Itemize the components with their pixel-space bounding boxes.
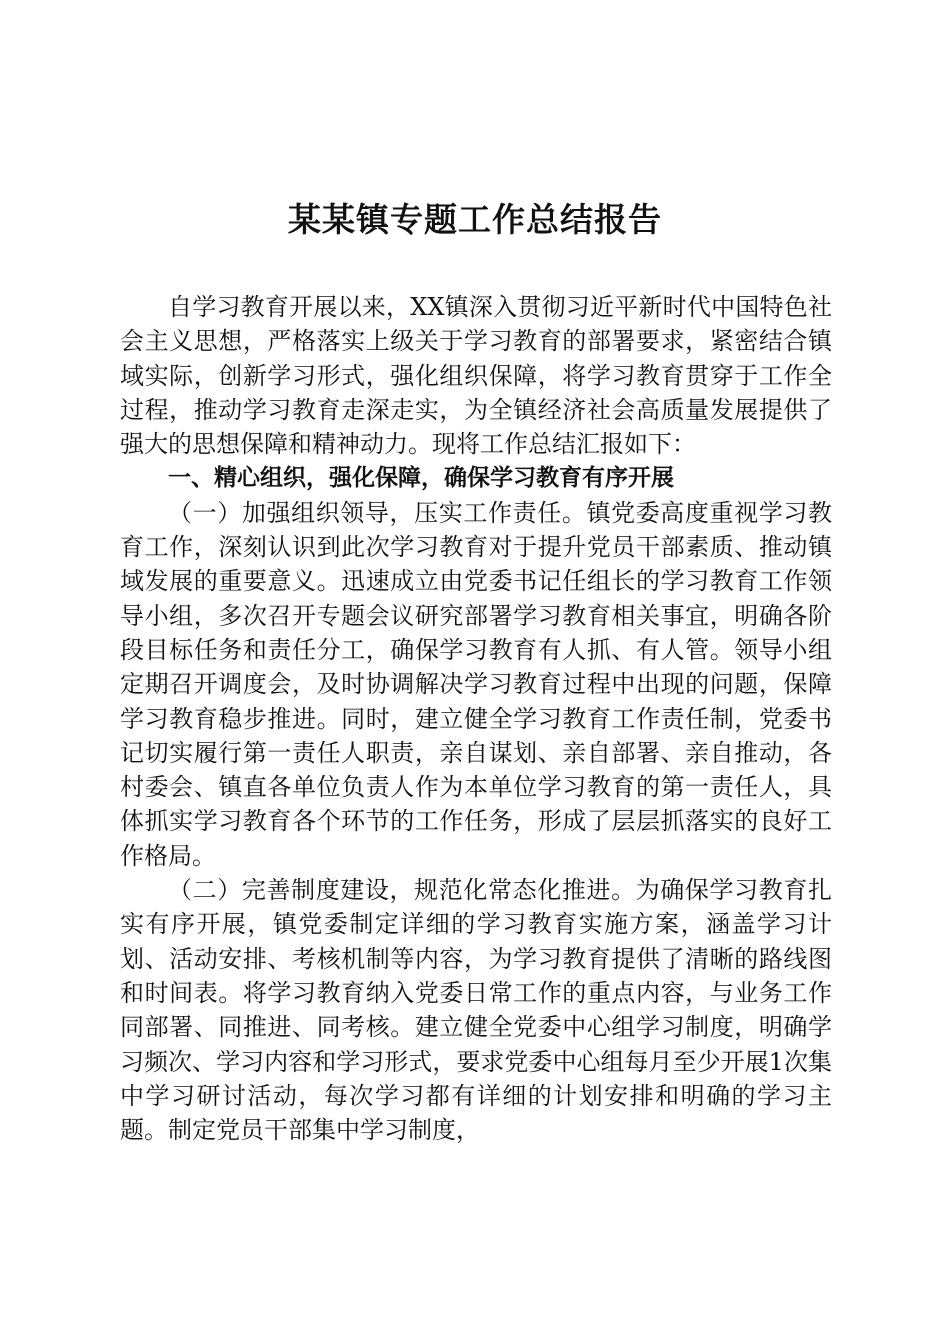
document-body xyxy=(120,290,832,1147)
section-1-heading: 一、精心组织，强化保障，确保学习教育有序开展 xyxy=(168,465,674,492)
section-1-paragraph-1: （一）加强组织领导，压实工作责任。镇党委高度重视学习教育工作，深刻认识到此次学习教育对于提升党员干部素质、推动镇域发展的重要意义。迅速成立由党委书记任组长的学习教育工作领导小组，多次召开专题会议研究部署学习教育相关事宜，明确各阶段目标任务和责任分工，确保学习教育有人抓、有人管。领导小组定期召开调度会，及时协调解决学习教育过程中出现的问题，保障学习教育稳步推进。同时，建立健全学习教育工作责任制，党委书记切实履行第一责任人职责，亲自谋划、亲自部署、亲自推动，各村委会、镇直各单位负责人作为本单位学习教育的第一责任人，具体抓实学习教育各个环节的工作任务，形成了层层抓落实的良好工作格局。 xyxy=(120,498,832,870)
document-title: 某某镇专题工作总结报告 xyxy=(288,200,662,239)
intro-paragraph: 自学习教育开展以来，XX镇深入贯彻习近平新时代中国特色社会主义思想，严格落实上级关于学习教育的部署要求，紧密结合镇域实际，创新学习形式，强化组织保障，将学习教育贯穿于工作全过程，推动学习教育走深走实，为全镇经济社会高质量发展提供了强大的思想保障和精神动力。现将工作总结汇报如下： xyxy=(120,293,832,459)
section-1-paragraph-2: （二）完善制度建设，规范化常态化推进。为确保学习教育扎实有序开展，镇党委制定详细的学习教育实施方案，涵盖学习计划、活动安排、考核机制等内容，为学习教育提供了清晰的路线图和时间表。将学习教育纳入党委日常工作的重点内容，与业务工作同部署、同推进、同考核。建立健全党委中心组学习制度，明确学习频次、学习内容和学习形式，要求党委中心组每月至少开展1次集中学习研讨活动，每次学习都有详细的计划安排和明确的学习主题。制定党员干部集中学习制度， xyxy=(120,876,832,1145)
